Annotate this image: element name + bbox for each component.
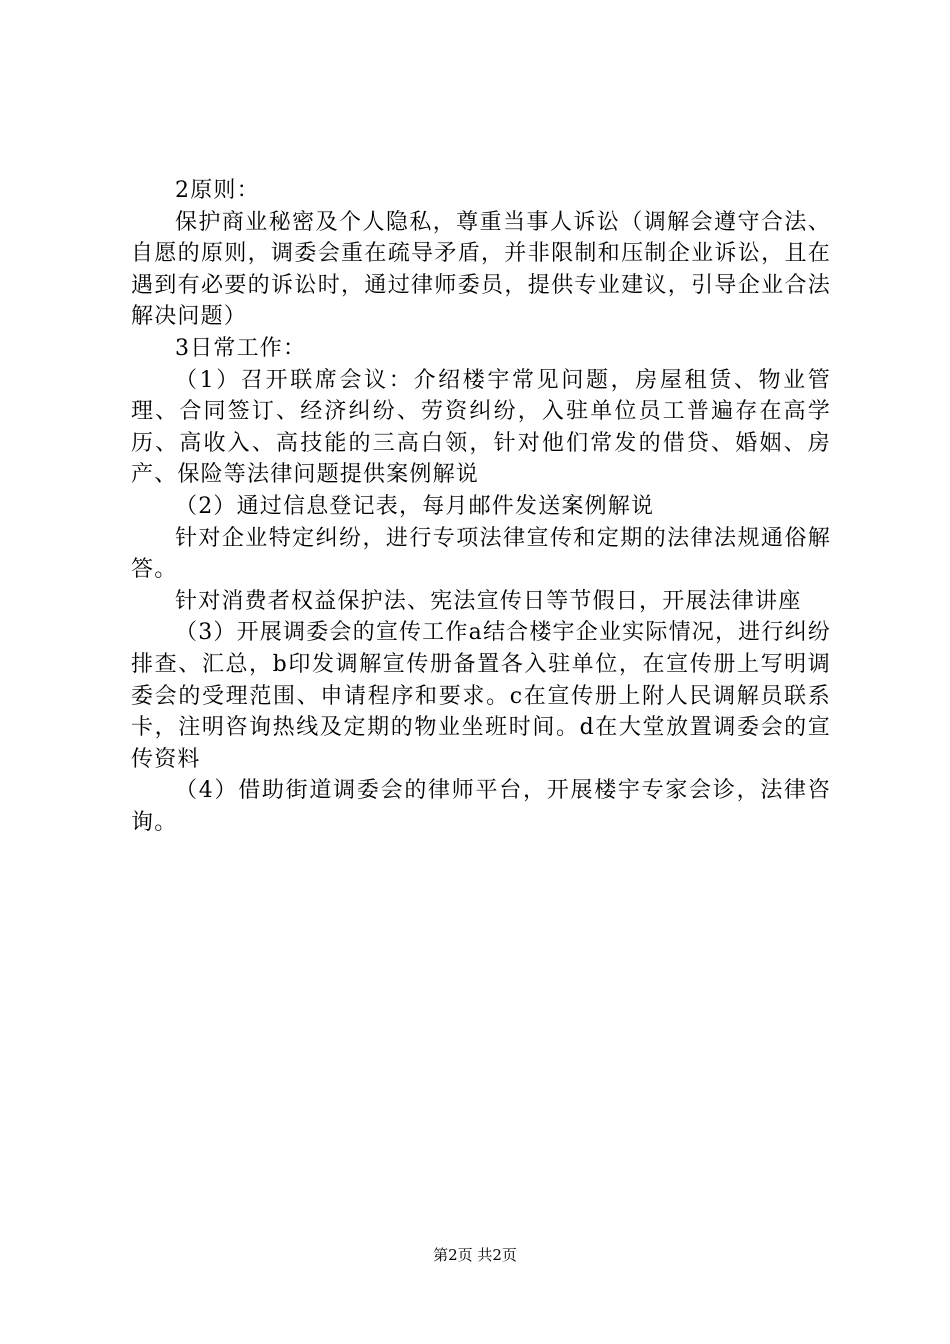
- paragraph-lawyer-platform: （4）借助街道调委会的律师平台，开展楼宇专家会诊，法律咨询。: [131, 778, 831, 835]
- paragraph-registration-form: （2）通过信息登记表，每月邮件发送案例解说: [175, 493, 655, 519]
- paragraph-consumer-rights: 针对消费者权益保护法、宪法宣传日等节假日，开展法律讲座: [175, 588, 802, 614]
- paragraph-specific-disputes: 针对企业特定纠纷，进行专项法律宣传和定期的法律法规通俗解答。: [131, 525, 831, 583]
- paragraph-joint-meeting: （1）召开联席会议：介绍楼宇常见问题，房屋租赁、物业管理、合同签订、经济纠纷、劳资纠纷，入驻单位员工普遍存在高学历、高收入、高技能的三高白领，针对他们常发的借贷、婚姻、房产、保险等法律问题提供案例解说: [131, 367, 831, 488]
- paragraph-principle-content: 保护商业秘密及个人隐私，尊重当事人诉讼（调解会遵守合法、自愿的原则，调委会重在疏导矛盾，并非限制和压制企业诉讼，且在遇到有必要的诉讼时，通过律师委员，提供专业建议，引导企业合法解决问题）: [131, 209, 831, 330]
- page-footer: [0, 1245, 950, 1265]
- paragraph-daily-work-heading: 3日常工作：: [175, 335, 307, 361]
- paragraph-principle-heading: 2原则：: [175, 178, 260, 203]
- paragraph-publicity-work: （3）开展调委会的宣传工作a结合楼宇企业实际情况，进行纠纷排查、汇总，b印发调解宣传册备置各入驻单位，在宣传册上写明调委会的受理范围、申请程序和要求。c在宣传册上附人民调解员联系卡，注明咨询热线及定期的物业坐班时间。d在大堂放置调委会的宣传资料: [131, 620, 831, 772]
- document-body: [131, 175, 831, 838]
- page-number-label: 第2页 共2页: [433, 1246, 517, 1264]
